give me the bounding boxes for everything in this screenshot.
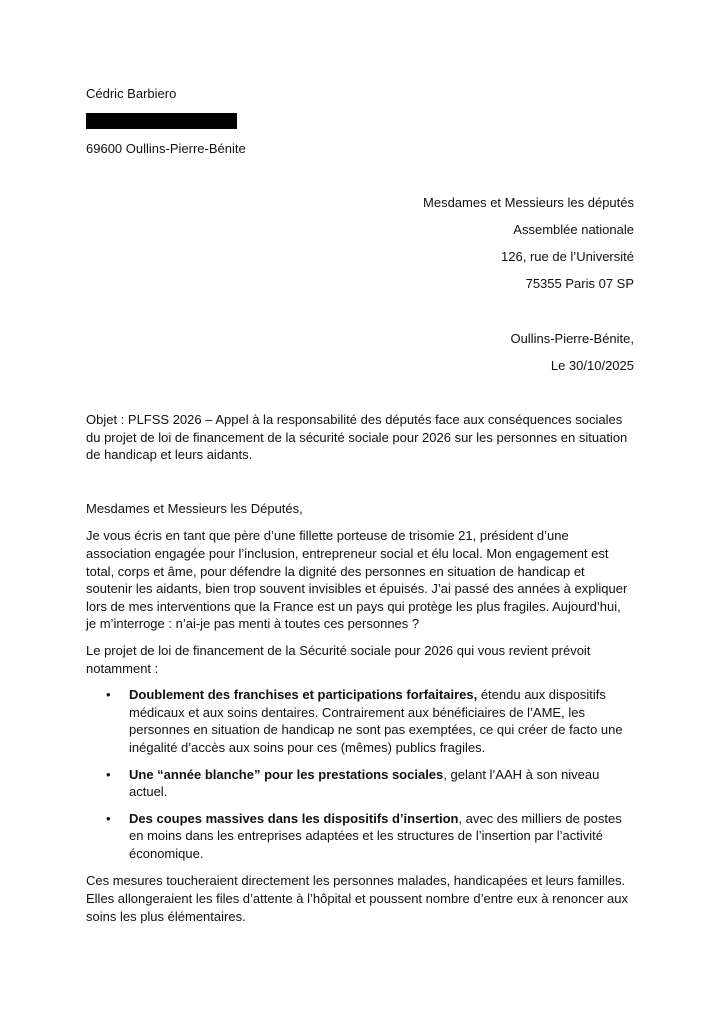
sender-name: Cédric Barbiero xyxy=(86,86,177,101)
paragraph-intro: Je vous écris en tant que père d’une fillette porteuse de trisomie 21, président d’une association engagée pour l’inclusion, entrepreneur social et élu local. Mon engagement est total, corps et âme, pour défendre la dignité des personnes en situation de handicap et soutenir les aidants, bien trop souvent invisibles et épuisés. J’ai passé des années à expliquer lors de mes interventions que la France est un pays qui protège les plus fragiles. Aujourd’hui, je m’interroge : n’ai-je pas menti à toutes ces personnes ? xyxy=(86,528,628,632)
paragraph-closing: Ces mesures toucheraient directement les personnes malades, handicapées et leurs familles. Elles allongeraient les files d’attente à l’hôpital et poussent nombre d’entre eux à renoncer aux soins les plus élémentaires. xyxy=(86,873,629,924)
sender-city: 69600 Oullins-Pierre-Bénite xyxy=(86,141,246,156)
list-item-bold: Des coupes massives dans les dispositifs d’insertion xyxy=(129,810,459,826)
recipient-line-3: 126, rue de l’Université xyxy=(501,249,634,264)
letter-body xyxy=(86,411,634,934)
list-item-bold: Une “année blanche” pour les prestations sociales xyxy=(129,766,444,782)
list-item xyxy=(86,766,634,801)
measures-list xyxy=(86,686,634,862)
letter-place: Oullins-Pierre-Bénite, xyxy=(510,331,634,346)
recipient-line-2: Assemblée nationale xyxy=(513,222,634,237)
subject-line: Objet : PLFSS 2026 – Appel à la responsabilité des députés face aux conséquences sociales du projet de loi de financement de la sécurité sociale pour 2026 sur les personnes en situation de handicap et leurs aidants. xyxy=(86,412,628,463)
list-item-text: , gelant l’AAH à son niveau actuel. xyxy=(129,766,600,800)
recipient-line-1: Mesdames et Messieurs les députés xyxy=(423,195,634,210)
letter-date: Le 30/10/2025 xyxy=(550,358,634,373)
recipient-line-4: 75355 Paris 07 SP xyxy=(525,276,634,291)
list-item-bold: Doublement des franchises et participations forfaitaires, xyxy=(129,687,478,703)
bullet-icon: • xyxy=(106,810,111,826)
list-item-text: , avec des milliers de postes en moins dans les entreprises adaptées et les structures de l’insertion par l’activité économique. xyxy=(129,810,622,861)
list-item xyxy=(86,810,634,863)
list-item-text: étendu aux dispositifs médicaux et aux soins dentaires. Contrairement aux bénéficiaires de l’AME, les personnes en situation de handicap ne sont pas exemptées, ce qui créer de facto une inégalité d’accès aux soins pour ces (mêmes) publics fragiles. xyxy=(129,687,623,755)
salutation: Mesdames et Messieurs les Députés, xyxy=(86,500,303,516)
bullet-icon: • xyxy=(106,766,111,782)
bullet-icon: • xyxy=(106,687,111,703)
list-item xyxy=(86,686,634,756)
redacted-address-bar xyxy=(86,113,237,129)
paragraph-plfss: Le projet de loi de financement de la Sécurité sociale pour 2026 qui vous revient prévoit notamment : xyxy=(86,642,591,676)
